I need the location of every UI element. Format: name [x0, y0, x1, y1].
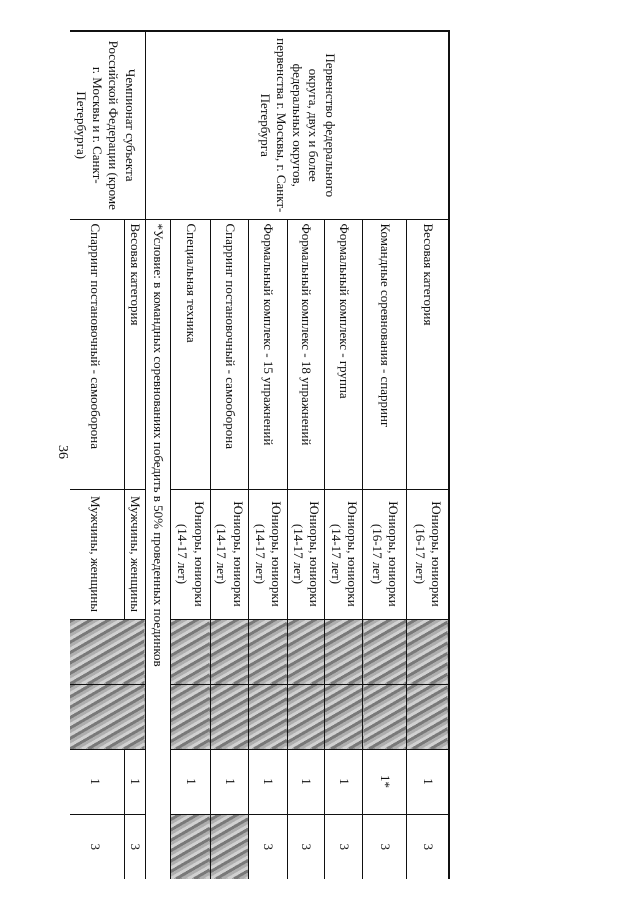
hatched-cell: [171, 619, 211, 684]
age-group-cell: Юниоры, юниорки (14-17 лет): [325, 489, 363, 619]
discipline-cell: Спарринг постановочный - самооборона: [211, 219, 249, 489]
discipline-cell: Весовая категория: [124, 219, 145, 489]
hatched-cell: [70, 684, 146, 749]
value-cell: 3: [124, 814, 145, 879]
hatched-cell: [288, 619, 326, 684]
table-row: [407, 31, 449, 879]
hatched-cell: [363, 619, 407, 684]
discipline-cell: Формальный комплекс - 15 упражнений: [249, 219, 288, 489]
hatched-cell: [325, 684, 363, 749]
age-group-cell: Мужчины, женщины: [70, 489, 124, 619]
age-group-cell: Юниоры, юниорки (14-17 лет): [288, 489, 326, 619]
discipline-cell: Весовая категория: [407, 219, 449, 489]
value-cell: 3: [325, 814, 363, 879]
value-cell: 3: [70, 814, 124, 879]
discipline-cell: Формальный комплекс - 18 упражнений: [288, 219, 326, 489]
document-page: [70, 30, 450, 879]
condition-note: *Условие: в командных соревнованиях победить в 50% проведенных поединков: [146, 219, 171, 879]
age-group-cell: Мужчины, женщины: [124, 489, 145, 619]
value-cell: 1: [124, 749, 145, 814]
age-group-cell: Юниоры, юниорки (16-17 лет): [363, 489, 407, 619]
hatched-cell: [407, 619, 449, 684]
value-cell: 1: [288, 749, 326, 814]
age-group-cell: Юниоры, юниорки (14-17 лет): [211, 489, 249, 619]
discipline-cell: Спарринг постановочный - самооборона: [70, 219, 124, 489]
value-cell: 3: [288, 814, 326, 879]
qualification-table: [70, 30, 450, 879]
hatched-cell: [171, 814, 211, 879]
hatched-cell: [171, 684, 211, 749]
hatched-cell: [325, 619, 363, 684]
hatched-cell: [249, 684, 288, 749]
value-cell: 1: [70, 749, 124, 814]
discipline-cell: Командные соревнования - спарринг: [363, 219, 407, 489]
value-cell: 1: [325, 749, 363, 814]
age-group-cell: Юниоры, юниорки (14-17 лет): [249, 489, 288, 619]
competition-cell: Чемпионат субъекта Российской Федерации (кроме г. Москвы и г. Санкт-Петербурга): [70, 31, 146, 219]
discipline-cell: Формальный комплекс - группа: [325, 219, 363, 489]
age-group-cell: Юниоры, юниорки (16-17 лет): [407, 489, 449, 619]
value-cell: 3: [407, 814, 449, 879]
value-cell: 3: [363, 814, 407, 879]
hatched-cell: [70, 619, 146, 684]
age-group-cell: Юниоры, юниорки (14-17 лет): [171, 489, 211, 619]
value-cell: 1: [171, 749, 211, 814]
hatched-cell: [249, 619, 288, 684]
hatched-cell: [211, 814, 249, 879]
value-cell: 3: [249, 814, 288, 879]
competition-cell: Первенство федерального округа, двух и более федеральных округов, первенства г. Москвы, г. Санкт-Петербурга: [146, 31, 450, 219]
value-cell: 1*: [363, 749, 407, 814]
value-cell: 1: [407, 749, 449, 814]
page-number: 36: [55, 445, 70, 459]
rotated-table-wrapper: [70, 30, 450, 879]
table-row: [124, 31, 145, 879]
hatched-cell: [211, 619, 249, 684]
hatched-cell: [211, 684, 249, 749]
hatched-cell: [407, 684, 449, 749]
value-cell: 1: [249, 749, 288, 814]
value-cell: 1: [211, 749, 249, 814]
discipline-cell: Специальная техника: [171, 219, 211, 489]
hatched-cell: [363, 684, 407, 749]
hatched-cell: [288, 684, 326, 749]
